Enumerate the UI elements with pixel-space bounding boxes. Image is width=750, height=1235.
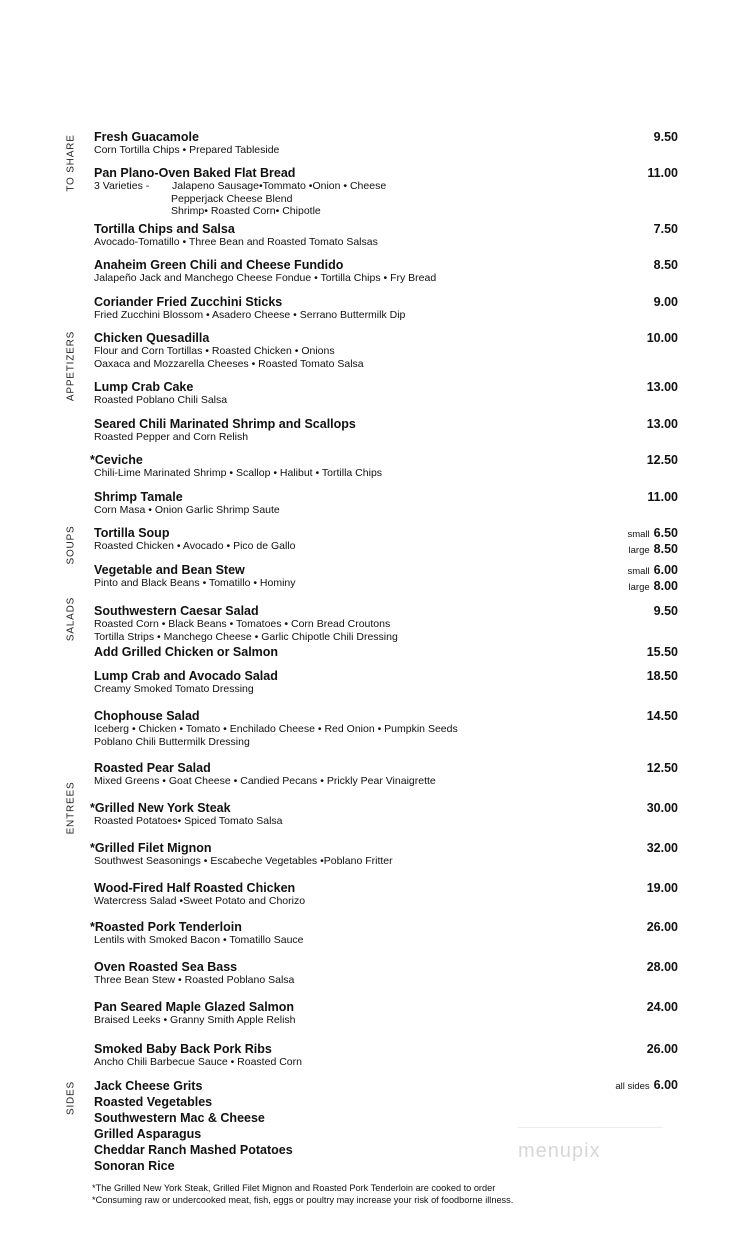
item-description: Ancho Chili Barbecue Sauce • Roasted Corn <box>94 1056 302 1068</box>
item-description-2: Oaxaca and Mozzarella Cheeses • Roasted Tomato Salsa <box>94 357 364 370</box>
small-price: 6.00 <box>653 563 678 577</box>
section-label-entrees: ENTREES <box>65 781 77 835</box>
large-label: large <box>628 582 650 593</box>
item-name: *Grilled New York Steak <box>90 801 231 815</box>
side-item: Sonoran Rice <box>94 1159 175 1173</box>
item-description: Corn Masa • Onion Garlic Shrimp Saute <box>94 504 280 516</box>
item-price: 15.50 <box>646 645 678 659</box>
item-description: Roasted Corn • Black Beans • Tomatoes • Corn Bread Croutons <box>94 618 391 630</box>
item-name: Wood-Fired Half Roasted Chicken <box>94 881 296 895</box>
menu-item-sea-bass <box>94 960 678 987</box>
item-price: 18.50 <box>646 669 678 683</box>
menu-item-crab-avocado-salad <box>94 669 678 696</box>
item-price: 13.00 <box>646 380 678 394</box>
footnote-consumer-advisory: *Consuming raw or undercooked meat, fish, eggs or poultry may increase your risk of foodborne illness. <box>92 1195 514 1205</box>
menu-item-half-roasted-chicken <box>94 881 678 908</box>
menu-item-tortilla-soup <box>94 526 678 556</box>
menu-item-new-york-steak <box>90 801 678 828</box>
side-item: Cheddar Ranch Mashed Potatoes <box>94 1143 293 1157</box>
section-label-appetizers: APPETIZERS <box>65 330 77 402</box>
variety-2: Pepperjack Cheese Blend <box>171 192 293 205</box>
menu-item-fresh-guacamole <box>94 130 678 157</box>
item-description: Lentils with Smoked Bacon • Tomatillo Sauce <box>94 934 304 946</box>
item-price: 11.00 <box>647 166 678 180</box>
large-label: large <box>628 545 650 556</box>
item-name: Fresh Guacamole <box>94 130 199 144</box>
size-prices <box>627 563 678 595</box>
item-price: 26.00 <box>646 920 678 934</box>
item-price: 30.00 <box>646 801 678 815</box>
item-name: Roasted Pear Salad <box>94 761 211 775</box>
item-price: 14.50 <box>646 709 678 723</box>
item-name: Pan Plano-Oven Baked Flat Bread <box>94 166 296 180</box>
large-price: 8.50 <box>653 542 678 556</box>
item-price: 13.00 <box>646 417 678 431</box>
menu-item-zucchini-sticks <box>94 295 678 322</box>
item-description: Mixed Greens • Goat Cheese • Candied Pecans • Prickly Pear Vinaigrette <box>94 775 436 787</box>
menu-item-caesar-salad <box>94 604 678 643</box>
item-description: Roasted Poblano Chili Salsa <box>94 394 228 406</box>
menu-item-ceviche <box>90 453 678 480</box>
side-item: Grilled Asparagus <box>94 1127 202 1141</box>
item-description: Roasted Potatoes• Spiced Tomato Salsa <box>94 815 283 827</box>
item-name: Vegetable and Bean Stew <box>94 563 245 577</box>
item-description: Creamy Smoked Tomato Dressing <box>94 683 254 695</box>
item-name: Tortilla Chips and Salsa <box>94 222 235 236</box>
sides-price <box>615 1078 678 1094</box>
side-item: Southwestern Mac & Cheese <box>94 1111 265 1125</box>
section-label-salads: SALADS <box>65 596 77 642</box>
menu-item-shrimp-scallops <box>94 417 678 444</box>
sides-price-value: 6.00 <box>653 1078 678 1092</box>
item-name: Shrimp Tamale <box>94 490 183 504</box>
item-name: Add Grilled Chicken or Salmon <box>94 645 279 659</box>
sides-price-label: all sides <box>615 1081 650 1092</box>
menu-item-filet-mignon <box>90 841 678 868</box>
item-name: Oven Roasted Sea Bass <box>94 960 238 974</box>
item-description: Chili-Lime Marinated Shrimp • Scallop • Halibut • Tortilla Chips <box>94 467 383 479</box>
size-prices <box>627 526 678 558</box>
item-price: 7.50 <box>653 222 678 236</box>
item-price: 19.00 <box>646 881 678 895</box>
menu-item-roasted-pear-salad <box>94 761 678 788</box>
menu-item-vegetable-bean-stew <box>94 563 678 593</box>
item-description-2: Poblano Chili Buttermilk Dressing <box>94 735 250 748</box>
item-price: 26.00 <box>646 1042 678 1056</box>
variety-1: Jalapeno Sausage•Tommato •Onion • Cheese <box>172 180 387 192</box>
item-price: 9.00 <box>653 295 678 309</box>
small-label: small <box>627 566 650 577</box>
menu-item-chophouse-salad <box>94 709 678 748</box>
menu-item-maple-salmon <box>94 1000 678 1027</box>
menu-item-chicken-quesadilla <box>94 331 678 370</box>
item-name: *Grilled Filet Mignon <box>90 841 212 855</box>
item-description: Braised Leeks • Granny Smith Apple Relish <box>94 1014 296 1026</box>
item-name: Seared Chili Marinated Shrimp and Scallops <box>94 417 356 431</box>
menu-item-flat-bread <box>94 166 678 218</box>
item-description: Pinto and Black Beans • Tomatillo • Hominy <box>94 577 296 589</box>
item-price: 9.50 <box>653 604 678 618</box>
item-description: Southwest Seasonings • Escabeche Vegetables •Poblano Fritter <box>94 855 393 867</box>
item-name: Chicken Quesadilla <box>94 331 210 345</box>
item-price: 11.00 <box>647 490 678 504</box>
item-name: *Roasted Pork Tenderloin <box>90 920 242 934</box>
item-name: Chophouse Salad <box>94 709 200 723</box>
watermark-line <box>518 1127 663 1128</box>
item-name: Southwestern Caesar Salad <box>94 604 259 618</box>
item-price: 12.50 <box>646 761 678 775</box>
item-name: Coriander Fried Zucchini Sticks <box>94 295 283 309</box>
item-description: Fried Zucchini Blossom • Asadero Cheese • Serrano Buttermilk Dip <box>94 309 406 321</box>
menu-item-pork-tenderloin <box>90 920 678 947</box>
item-price: 28.00 <box>646 960 678 974</box>
sides-list <box>94 1078 293 1174</box>
side-item: Jack Cheese Grits <box>94 1079 203 1093</box>
item-price: 32.00 <box>646 841 678 855</box>
footnote-cooked-to-order: *The Grilled New York Steak, Grilled Filet Mignon and Roasted Pork Tenderloin are cooked to order <box>92 1183 496 1193</box>
item-name: *Ceviche <box>90 453 143 467</box>
item-description: Iceberg • Chicken • Tomato • Enchilado Cheese • Red Onion • Pumpkin Seeds <box>94 723 458 735</box>
item-description: Watercress Salad •Sweet Potato and Chorizo <box>94 895 306 907</box>
item-name: Anaheim Green Chili and Cheese Fundido <box>94 258 344 272</box>
item-description: Corn Tortilla Chips • Prepared Tableside <box>94 144 280 156</box>
item-description-2: Tortilla Strips • Manchego Cheese • Garlic Chipotle Chili Dressing <box>94 630 398 643</box>
menu-item-tortilla-chips <box>94 222 678 249</box>
item-name: Lump Crab Cake <box>94 380 194 394</box>
item-price: 12.50 <box>646 453 678 467</box>
item-description: Avocado-Tomatillo • Three Bean and Roasted Tomato Salsas <box>94 236 378 248</box>
menu-item-pork-ribs <box>94 1042 678 1069</box>
menu-item-add-chicken-salmon <box>94 645 678 659</box>
item-name: Pan Seared Maple Glazed Salmon <box>94 1000 295 1014</box>
item-description: Roasted Pepper and Corn Relish <box>94 431 249 443</box>
footnotes <box>92 1182 513 1206</box>
item-description: Three Bean Stew • Roasted Poblano Salsa <box>94 974 295 986</box>
large-price: 8.00 <box>653 579 678 593</box>
watermark: menupix <box>518 1140 601 1162</box>
item-name: Smoked Baby Back Pork Ribs <box>94 1042 272 1056</box>
small-label: small <box>627 529 650 540</box>
item-name: Tortilla Soup <box>94 526 170 540</box>
section-label-soups: SOUPS <box>65 525 77 565</box>
side-item: Roasted Vegetables <box>94 1095 213 1109</box>
variety-3: Shrimp• Roasted Corn• Chipotle <box>171 205 321 217</box>
item-price: 24.00 <box>646 1000 678 1014</box>
item-price: 9.50 <box>653 130 678 144</box>
section-label-sides: SIDES <box>65 1080 77 1116</box>
menu-item-fundido <box>94 258 678 285</box>
item-description: Jalapeño Jack and Manchego Cheese Fondue • Tortilla Chips • Fry Bread <box>94 272 437 284</box>
item-description: Roasted Chicken • Avocado • Pico de Gallo <box>94 540 296 552</box>
item-description: Flour and Corn Tortillas • Roasted Chicken • Onions <box>94 345 335 357</box>
variety-label: 3 Varieties - <box>94 180 150 192</box>
small-price: 6.50 <box>653 526 678 540</box>
item-name: Lump Crab and Avocado Salad <box>94 669 278 683</box>
menu-item-shrimp-tamale <box>94 490 678 517</box>
section-label-to-share: TO SHARE <box>65 134 77 192</box>
item-price: 8.50 <box>653 258 678 272</box>
menu-item-lump-crab-cake <box>94 380 678 407</box>
item-price: 10.00 <box>646 331 678 345</box>
